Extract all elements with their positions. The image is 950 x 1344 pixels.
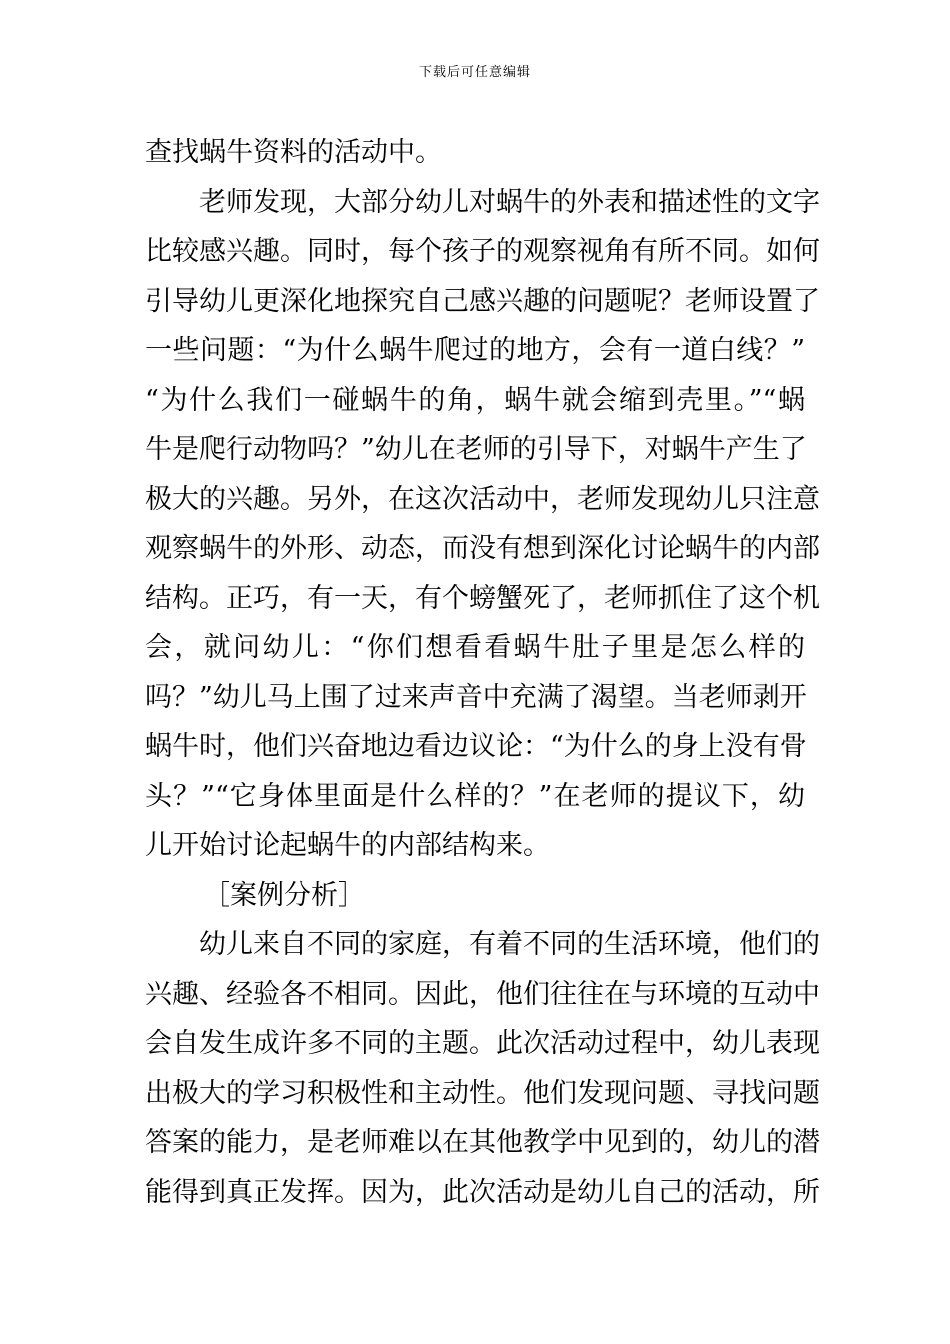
text-line: 极大的兴趣。另外，在这次活动中，老师发现幼儿只注意 — [145, 483, 820, 515]
text-line: 查找蜗牛资料的活动中。 — [145, 137, 442, 168]
text-line: 出极大的学习积极性和主动性。他们发现问题、寻找问题 — [145, 1077, 820, 1109]
text-line: 观察蜗牛的外形、动态，而没有想到深化讨论蜗牛的内部 — [145, 533, 820, 564]
text-line: 会自发生成许多不同的主题。此次活动过程中，幼儿表现 — [145, 1028, 820, 1059]
text-line: 头？”“它身体里面是什么样的？”在老师的提议下，幼 — [145, 780, 805, 812]
page-header: 下载后可任意编辑 — [418, 65, 531, 80]
paragraph-first-line: 幼儿来自不同的家庭，有着不同的生活环境，他们的 — [199, 929, 820, 960]
text-line: 儿开始讨论起蜗牛的内部结构来。 — [145, 830, 550, 861]
section-heading: ［案例分析］ — [203, 879, 365, 911]
text-line: 兴趣、经验各不相同。因此，他们往往在与环境的互动中 — [145, 978, 820, 1010]
text-line: 会，就问幼儿：“你们想看看蜗牛肚子里是怎么样的 — [145, 632, 805, 663]
text-line: 牛是爬行动物吗？”幼儿在老师的引导下，对蜗牛产生了 — [145, 434, 807, 465]
text-line: 引导幼儿更深化地探究自己感兴趣的问题呢？老师设置了 — [145, 285, 820, 317]
text-line: 结构。正巧，有一天，有个螃蟹死了，老师抓住了这个机 — [145, 582, 820, 614]
text-line: “为什么我们一碰蜗牛的角，蜗牛就会缩到壳里。”“蜗 — [145, 384, 805, 416]
text-line: 蜗牛时，他们兴奋地边看边议论：“为什么的身上没有骨 — [145, 731, 807, 762]
text-line: 比较感兴趣。同时，每个孩子的观察视角有所不同。如何 — [145, 236, 820, 267]
text-line: 答案的能力，是老师难以在其他教学中见到的，幼儿的潜 — [145, 1127, 820, 1158]
text-line: 一些问题：“为什么蜗牛爬过的地方，会有一道白线？” — [145, 335, 805, 366]
paragraph-first-line: 老师发现，大部分幼儿对蜗牛的外表和描述性的文字 — [199, 186, 820, 218]
document-body — [145, 128, 820, 1217]
text-line: 能得到真正发挥。因为，此次活动是幼儿自己的活动，所 — [145, 1176, 820, 1208]
text-line: 吗？”幼儿马上围了过来声音中充满了渴望。当老师剥开 — [145, 681, 807, 713]
